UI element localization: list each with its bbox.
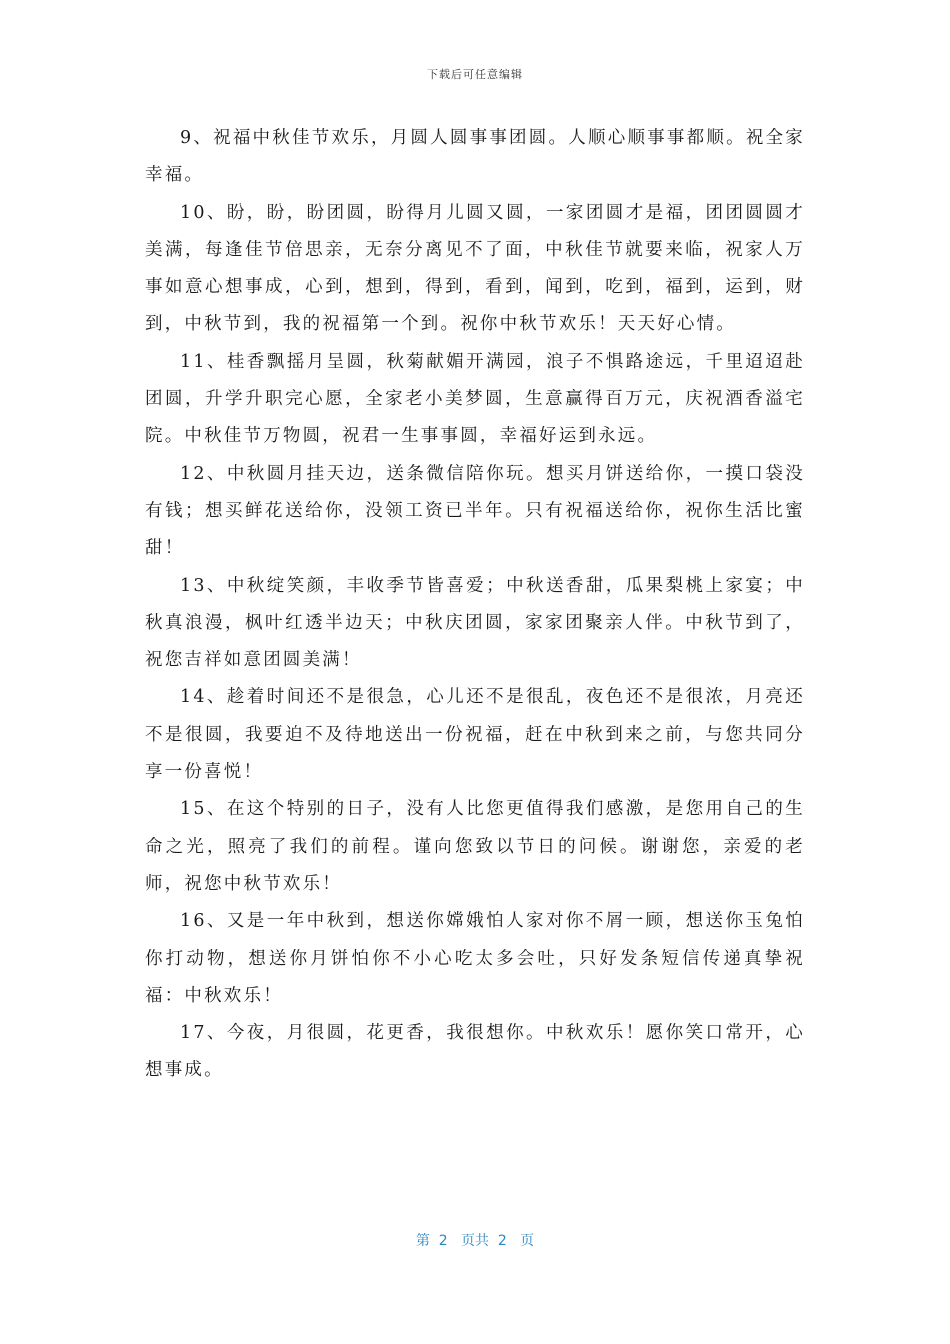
paragraph-13: 13、中秋绽笑颜，丰收季节皆喜爱；中秋送香甜，瓜果梨桃上家宴；中秋真浪漫，枫叶红透半边天；中秋庆团圆，家家团聚亲人伴。中秋节到了，祝您吉祥如意团圆美满！ xyxy=(145,575,805,671)
page-header: 下载后可任意编辑 xyxy=(427,68,523,81)
paragraph-15: 15、在这个特别的日子，没有人比您更值得我们感激，是您用自己的生命之光，照亮了我们的前程。谨向您致以节日的问候。谢谢您，亲爱的老师，祝您中秋节欢乐！ xyxy=(145,799,805,894)
paragraph-16: 16、又是一年中秋到，想送你嫦娥怕人家对你不屑一顾，想送你玉兔怕你打动物，想送你月饼怕你不小心吃太多会吐，只好发条短信传递真挚祝福：中秋欢乐！ xyxy=(145,911,805,1006)
paragraph-12: 12、中秋圆月挂天边，送条微信陪你玩。想买月饼送给你，一摸口袋没有钱；想买鲜花送给你，没领工资已半年。只有祝福送给你，祝你生活比蜜甜！ xyxy=(145,463,805,559)
page-number-footer: 第 2 页共 2 页 xyxy=(415,1233,535,1249)
paragraph-10: 10、盼，盼，盼团圆，盼得月儿圆又圆，一家团圆才是福，团团圆圆才美满，每逢佳节倍思亲，无奈分离见不了面，中秋佳节就要来临，祝家人万事如意心想事成，心到，想到，得到，看到，闻到，吃到，福到，运到，财到，中秋节到，我的祝福第一个到。祝你中秋节欢乐！天天好心情。 xyxy=(145,202,805,335)
paragraph-11: 11、桂香飘摇月呈圆，秋菊献媚开满园，浪子不惧路途远，千里迢迢赴团圆，升学升职完心愿，全家老小美梦圆，生意赢得百万元，庆祝酒香溢宅院。中秋佳节万物圆，祝君一生事事圆，幸福好运到永远。 xyxy=(145,351,805,447)
paragraph-17: 17、今夜，月很圆，花更香，我很想你。中秋欢乐！愿你笑口常开，心想事成。 xyxy=(145,1023,805,1081)
document-body xyxy=(145,120,805,1090)
paragraph-14: 14、趁着时间还不是很急，心儿还不是很乱，夜色还不是很浓，月亮还不是很圆，我要迫不及待地送出一份祝福，赶在中秋到来之前，与您共同分享一份喜悦！ xyxy=(145,687,805,783)
paragraph-9: 9、祝福中秋佳节欢乐，月圆人圆事事团圆。人顺心顺事事都顺。祝全家幸福。 xyxy=(145,128,805,186)
